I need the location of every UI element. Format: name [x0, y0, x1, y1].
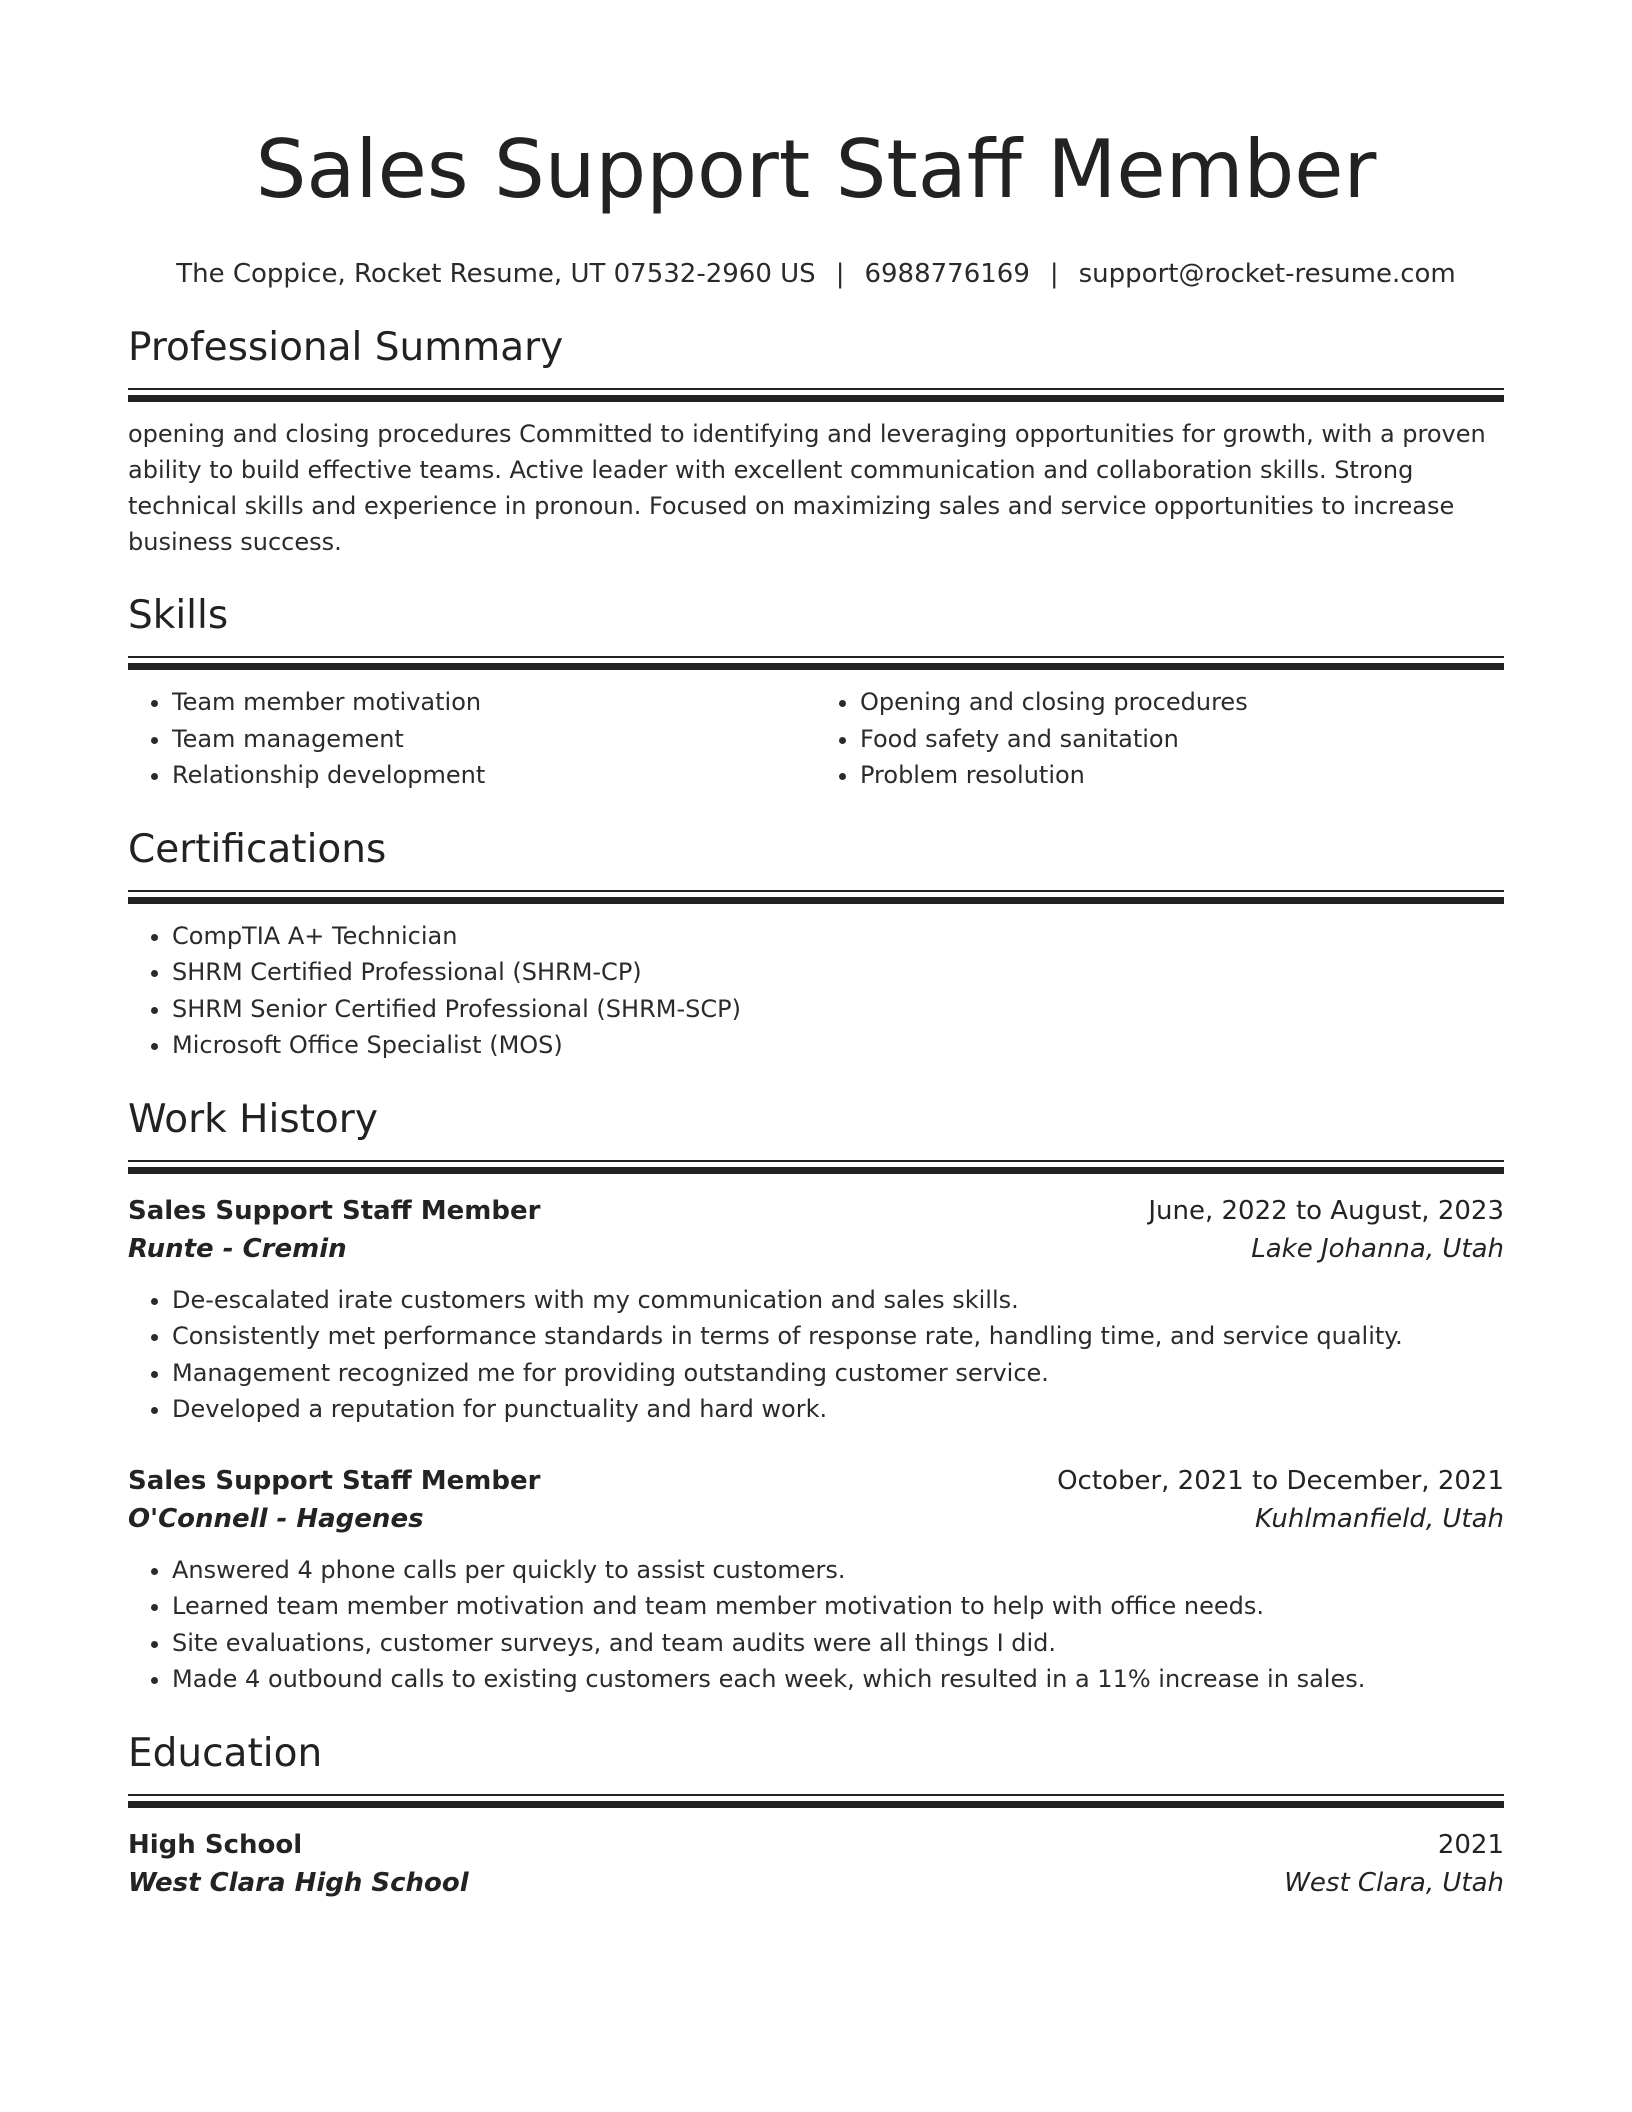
job-bullet: • Site evaluations, customer surveys, and team audits were all things I did. — [172, 1625, 1504, 1662]
contact-address: The Coppice, Rocket Resume, UT 07532-2960 US — [176, 259, 816, 289]
skill-item: • Problem resolution — [860, 757, 1504, 794]
section-title-education: Education — [128, 1730, 323, 1776]
resume-name: Sales Support Staff Member — [255, 123, 1377, 216]
job-entry — [128, 1462, 1504, 1698]
section-divider-thick — [128, 663, 1504, 670]
skill-item: • Food safety and sanitation — [860, 721, 1504, 758]
job-company-row — [128, 1500, 1504, 1538]
contact-email: support@rocket-resume.com — [1078, 259, 1456, 289]
section-title-certifications: Certifications — [128, 826, 387, 872]
job-dates: October, 2021 to December, 2021 — [1057, 1465, 1504, 1496]
section-title-work-history: Work History — [128, 1096, 378, 1142]
education-school-row — [128, 1864, 1504, 1902]
section-title-skills: Skills — [128, 593, 229, 638]
section-divider-thick — [128, 897, 1504, 904]
job-company: Runte - Cremin — [128, 1233, 347, 1264]
job-company: O'Connell - Hagenes — [128, 1503, 424, 1534]
job-bullet: • Made 4 outbound calls to existing customers each week, which resulted in a 11% increase in sales. — [172, 1661, 1504, 1698]
skill-item: • Team management — [172, 721, 816, 758]
section-title-summary: Professional Summary — [128, 325, 564, 370]
skills-grid — [128, 684, 1504, 794]
skill-item: • Opening and closing procedures — [860, 684, 1504, 721]
job-bullets — [128, 1552, 1504, 1698]
section-divider-thick — [128, 1167, 1504, 1174]
job-bullet: • Management recognized me for providing outstanding customer service. — [172, 1355, 1504, 1392]
skills-list-left — [128, 684, 816, 794]
section-divider-thin — [128, 388, 1504, 390]
section-divider-thin — [128, 656, 1504, 658]
education-year: 2021 — [1437, 1829, 1504, 1860]
summary-section — [128, 324, 1504, 560]
job-title: Sales Support Staff Member — [128, 1195, 541, 1226]
job-bullet: • Developed a reputation for punctuality and hard work. — [172, 1391, 1504, 1428]
skill-item: • Team member motivation — [172, 684, 816, 721]
job-bullet: • Consistently met performance standards in terms of response rate, handling time, and service quality. — [172, 1318, 1504, 1355]
education-section — [128, 1730, 1504, 1902]
job-dates: June, 2022 to August, 2023 — [1148, 1195, 1504, 1226]
education-location: West Clara, Utah — [1284, 1867, 1504, 1898]
section-divider-thin — [128, 1160, 1504, 1162]
skills-section — [128, 592, 1504, 794]
contact-separator: | — [1049, 259, 1059, 289]
education-header-row — [128, 1826, 1504, 1864]
education-school: West Clara High School — [128, 1867, 469, 1898]
section-divider-thin — [128, 890, 1504, 892]
job-entry — [128, 1192, 1504, 1428]
job-header-row — [128, 1192, 1504, 1230]
job-bullets — [128, 1282, 1504, 1428]
job-bullet: • Learned team member motivation and team member motivation to help with office needs. — [172, 1588, 1504, 1625]
certification-item: • SHRM Senior Certified Professional (SHRM-SCP) — [172, 991, 1504, 1028]
job-location: Lake Johanna, Utah — [1251, 1233, 1504, 1264]
certifications-section — [128, 826, 1504, 1064]
section-divider-thin — [128, 1794, 1504, 1796]
certifications-list — [128, 918, 1504, 1064]
job-header-row — [128, 1462, 1504, 1500]
education-degree: High School — [128, 1829, 303, 1860]
job-company-row — [128, 1230, 1504, 1268]
education-entry — [128, 1826, 1504, 1902]
certification-item: • CompTIA A+ Technician — [172, 918, 1504, 955]
section-divider-thick — [128, 395, 1504, 402]
certification-item: • SHRM Certified Professional (SHRM-CP) — [172, 954, 1504, 991]
contact-separator: | — [835, 259, 845, 289]
work-history-section — [128, 1096, 1504, 1698]
contact-phone: 6988776169 — [864, 259, 1030, 289]
skills-list-right — [816, 684, 1504, 794]
job-bullet: • Answered 4 phone calls per quickly to assist customers. — [172, 1552, 1504, 1589]
job-location: Kuhlmanfield, Utah — [1255, 1503, 1504, 1534]
summary-text: opening and closing procedures Committed to identifying and leveraging opportunities for growth, with a proven ability to build effective teams. Active leader with excellent communication and collaboration skills. Strong technical skills and experience in pronoun. Focused on maximizing sales and service opportunities to increase business success. — [128, 420, 1486, 556]
job-title: Sales Support Staff Member — [128, 1465, 541, 1496]
skill-item: • Relationship development — [172, 757, 816, 794]
certification-item: • Microsoft Office Specialist (MOS) — [172, 1027, 1504, 1064]
section-divider-thick — [128, 1801, 1504, 1808]
contact-line — [128, 256, 1504, 292]
job-bullet: • De-escalated irate customers with my communication and sales skills. — [172, 1282, 1504, 1319]
